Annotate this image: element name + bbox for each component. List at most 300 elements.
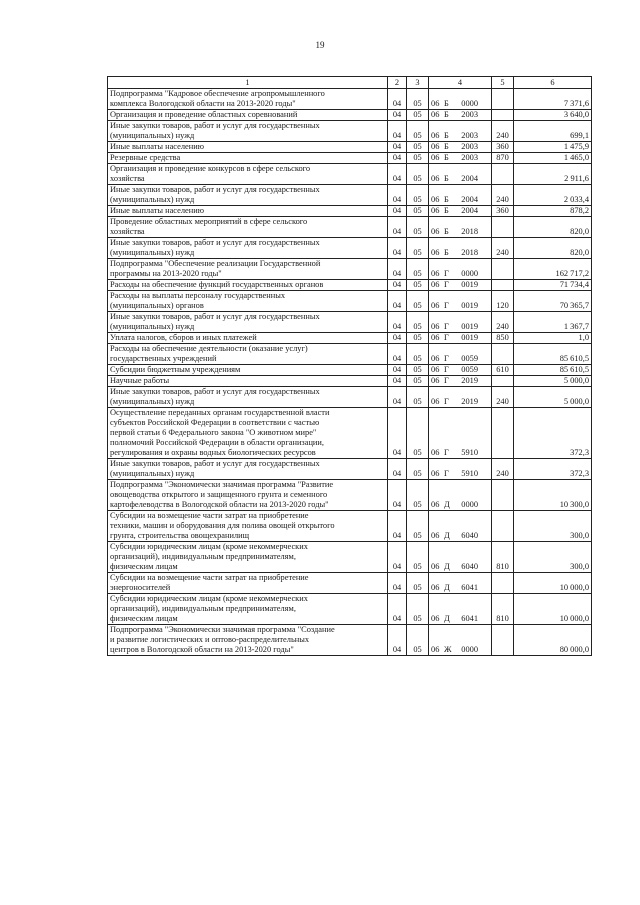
target-article-cell — [429, 291, 492, 312]
amount-cell: 372,3 — [514, 459, 592, 480]
amount-cell: 2 033,4 — [514, 185, 592, 206]
direction-code: 6041 — [461, 614, 478, 623]
direction-code: 2018 — [461, 248, 478, 257]
row-name-line: картофелеводства в Вологодской области на 2013-2020 годы" — [110, 500, 329, 509]
subprogram-letter: Б — [444, 248, 449, 257]
table-row — [108, 291, 592, 312]
row-name-line: Организация и проведение областных соревнований — [110, 110, 298, 119]
target-article-cell — [429, 238, 492, 259]
row-name-line: Иные закупки товаров, работ и услуг для государственных — [110, 459, 320, 468]
program-code: 06 — [431, 131, 440, 140]
expense-type-cell — [492, 164, 514, 185]
expense-type-cell: 240 — [492, 387, 514, 408]
target-article-cell — [429, 594, 492, 625]
row-name-cell — [108, 480, 388, 511]
row-name-line: Проведение областных мероприятий в сфере сельского — [110, 217, 308, 226]
subprogram-letter: Б — [444, 195, 449, 204]
header-col-4: 4 — [429, 77, 492, 89]
subsection-code-cell: 05 — [407, 89, 429, 110]
program-code: 06 — [431, 206, 440, 215]
table-row — [108, 573, 592, 594]
row-name-line: Расходы на обеспечение деятельности (оказание услуг) — [110, 344, 308, 353]
table-row — [108, 110, 592, 121]
target-article-cell — [429, 376, 492, 387]
amount-cell: 1 465,0 — [514, 153, 592, 164]
row-name-cell — [108, 408, 388, 459]
expense-type-cell: 810 — [492, 594, 514, 625]
expense-type-cell: 240 — [492, 121, 514, 142]
section-code-cell: 04 — [388, 217, 407, 238]
subprogram-letter: Г — [444, 365, 449, 374]
subsection-code-cell: 05 — [407, 511, 429, 542]
amount-cell: 300,0 — [514, 511, 592, 542]
row-name-cell — [108, 89, 388, 110]
row-name-cell — [108, 459, 388, 480]
table-row — [108, 625, 592, 656]
row-name-line: (муниципальных) нужд — [110, 397, 195, 406]
target-article-cell — [429, 153, 492, 164]
target-article-cell — [429, 344, 492, 365]
subprogram-letter: Г — [444, 469, 449, 478]
program-code: 06 — [431, 562, 440, 571]
subprogram-letter: Г — [444, 376, 449, 385]
amount-cell: 372,3 — [514, 408, 592, 459]
program-code: 06 — [431, 227, 440, 236]
program-code: 06 — [431, 142, 440, 151]
section-code-cell: 04 — [388, 185, 407, 206]
expense-type-cell: 240 — [492, 238, 514, 259]
target-article-cell — [429, 89, 492, 110]
row-name-line: грунта, строительства овощехранилищ — [110, 531, 250, 540]
expense-type-cell: 240 — [492, 185, 514, 206]
row-name-cell — [108, 365, 388, 376]
section-code-cell: 04 — [388, 594, 407, 625]
row-name-line: Подпрограмма "Экономически значимая программа "Развитие — [110, 480, 334, 489]
row-name-line: (муниципальных) нужд — [110, 195, 195, 204]
direction-code: 0000 — [461, 269, 478, 278]
expense-type-cell: 360 — [492, 142, 514, 153]
amount-cell: 820,0 — [514, 217, 592, 238]
row-name-cell — [108, 291, 388, 312]
expense-type-cell — [492, 573, 514, 594]
program-code: 06 — [431, 99, 440, 108]
table-row — [108, 217, 592, 238]
row-name-cell — [108, 206, 388, 217]
amount-cell: 1 475,9 — [514, 142, 592, 153]
subsection-code-cell: 05 — [407, 238, 429, 259]
subprogram-letter: Б — [444, 153, 449, 162]
direction-code: 0019 — [461, 280, 478, 289]
page-number: 19 — [315, 40, 325, 50]
subprogram-letter: Г — [444, 354, 449, 363]
direction-code: 2004 — [461, 195, 478, 204]
direction-code: 0059 — [461, 354, 478, 363]
row-name-cell — [108, 142, 388, 153]
table-row — [108, 238, 592, 259]
program-code: 06 — [431, 365, 440, 374]
table-row — [108, 142, 592, 153]
expense-type-cell: 870 — [492, 153, 514, 164]
direction-code: 0000 — [461, 500, 478, 509]
row-name-cell — [108, 217, 388, 238]
expense-type-cell — [492, 259, 514, 280]
expense-type-cell — [492, 217, 514, 238]
subsection-code-cell: 05 — [407, 480, 429, 511]
section-code-cell: 04 — [388, 153, 407, 164]
amount-cell: 820,0 — [514, 238, 592, 259]
row-name-line: полномочий Российской Федерации в области организации, — [110, 438, 324, 447]
direction-code: 0019 — [461, 301, 478, 310]
expense-type-cell — [492, 625, 514, 656]
expense-type-cell: 120 — [492, 291, 514, 312]
subsection-code-cell: 05 — [407, 625, 429, 656]
target-article-cell — [429, 625, 492, 656]
row-name-line: Расходы на выплаты персоналу государственных — [110, 291, 286, 300]
section-code-cell: 04 — [388, 206, 407, 217]
amount-cell: 5 000,0 — [514, 387, 592, 408]
direction-code: 0000 — [461, 645, 478, 654]
amount-cell: 10 300,0 — [514, 480, 592, 511]
table-row — [108, 511, 592, 542]
row-name-line: Уплата налогов, сборов и иных платежей — [110, 333, 257, 342]
amount-cell: 85 610,5 — [514, 365, 592, 376]
direction-code: 2004 — [461, 206, 478, 215]
subprogram-letter: Б — [444, 174, 449, 183]
row-name-line: субъектов Российской Федерации в соответствии с частью — [110, 418, 320, 427]
subprogram-letter: Д — [444, 583, 450, 592]
subprogram-letter: Б — [444, 131, 449, 140]
row-name-cell — [108, 185, 388, 206]
program-code: 06 — [431, 322, 440, 331]
row-name-line: организаций), индивидуальным предпринимателям, — [110, 604, 296, 613]
row-name-line: Расходы на обеспечение функций государственных органов — [110, 280, 324, 289]
amount-cell: 5 000,0 — [514, 376, 592, 387]
amount-cell: 80 000,0 — [514, 625, 592, 656]
row-name-line: Субсидии бюджетным учреждениям — [110, 365, 241, 374]
target-article-cell — [429, 217, 492, 238]
direction-code: 2003 — [461, 110, 478, 119]
row-name-line: Подпрограмма "Обеспечение реализации Государственной — [110, 259, 321, 268]
table-row — [108, 259, 592, 280]
section-code-cell: 04 — [388, 291, 407, 312]
table-row — [108, 333, 592, 344]
program-code: 06 — [431, 531, 440, 540]
amount-cell: 3 640,0 — [514, 110, 592, 121]
header-col-6: 6 — [514, 77, 592, 89]
row-name-line: Субсидии на возмещение части затрат на приобретение — [110, 573, 309, 582]
row-name-cell — [108, 280, 388, 291]
target-article-cell — [429, 459, 492, 480]
direction-code: 5910 — [461, 448, 478, 457]
subsection-code-cell: 05 — [407, 164, 429, 185]
amount-cell: 71 734,4 — [514, 280, 592, 291]
expense-type-cell — [492, 110, 514, 121]
program-code: 06 — [431, 333, 440, 342]
row-name-cell — [108, 573, 388, 594]
program-code: 06 — [431, 280, 440, 289]
amount-cell: 699,1 — [514, 121, 592, 142]
row-name-cell — [108, 153, 388, 164]
header-col-1: 1 — [108, 77, 388, 89]
target-article-cell — [429, 365, 492, 376]
subprogram-letter: Д — [444, 562, 450, 571]
subsection-code-cell: 05 — [407, 387, 429, 408]
target-article-cell — [429, 185, 492, 206]
target-article-cell — [429, 511, 492, 542]
row-name-line: государственных учреждений — [110, 354, 217, 363]
section-code-cell: 04 — [388, 121, 407, 142]
row-name-line: Иные закупки товаров, работ и услуг для государственных — [110, 238, 320, 247]
table-row — [108, 185, 592, 206]
section-code-cell: 04 — [388, 542, 407, 573]
row-name-cell — [108, 594, 388, 625]
expense-type-cell: 810 — [492, 542, 514, 573]
program-code: 06 — [431, 248, 440, 257]
row-name-cell — [108, 511, 388, 542]
row-name-line: Осуществление переданных органам государственной власти — [110, 408, 330, 417]
table-row — [108, 408, 592, 459]
amount-cell: 1 367,7 — [514, 312, 592, 333]
budget-table — [107, 76, 592, 656]
subsection-code-cell: 05 — [407, 365, 429, 376]
subsection-code-cell: 05 — [407, 217, 429, 238]
row-name-cell — [108, 312, 388, 333]
row-name-line: (муниципальных) нужд — [110, 248, 195, 257]
target-article-cell — [429, 259, 492, 280]
section-code-cell: 04 — [388, 459, 407, 480]
row-name-line: Подпрограмма "Кадровое обеспечение агропромышленного — [110, 89, 325, 98]
subprogram-letter: Г — [444, 269, 449, 278]
section-code-cell: 04 — [388, 89, 407, 110]
target-article-cell — [429, 542, 492, 573]
section-code-cell: 04 — [388, 365, 407, 376]
section-code-cell: 04 — [388, 387, 407, 408]
subprogram-letter: Г — [444, 301, 449, 310]
row-name-line: программы на 2013-2020 годы" — [110, 269, 222, 278]
table-row — [108, 89, 592, 110]
table-row — [108, 365, 592, 376]
table-row — [108, 376, 592, 387]
program-code: 06 — [431, 469, 440, 478]
direction-code: 2003 — [461, 142, 478, 151]
expense-type-cell: 240 — [492, 459, 514, 480]
section-code-cell: 04 — [388, 238, 407, 259]
section-code-cell: 04 — [388, 573, 407, 594]
subsection-code-cell: 05 — [407, 291, 429, 312]
amount-cell: 85 610,5 — [514, 344, 592, 365]
amount-cell: 2 911,6 — [514, 164, 592, 185]
table-body — [108, 89, 592, 656]
row-name-line: (муниципальных) нужд — [110, 322, 195, 331]
subsection-code-cell: 05 — [407, 259, 429, 280]
row-name-line: техники, машин и оборудования для полива овощей открытого — [110, 521, 335, 530]
target-article-cell — [429, 206, 492, 217]
direction-code: 2004 — [461, 174, 478, 183]
subprogram-letter: Г — [444, 333, 449, 342]
section-code-cell: 04 — [388, 110, 407, 121]
direction-code: 5910 — [461, 469, 478, 478]
program-code: 06 — [431, 269, 440, 278]
subsection-code-cell: 05 — [407, 312, 429, 333]
row-name-line: Иные закупки товаров, работ и услуг для государственных — [110, 387, 320, 396]
row-name-cell — [108, 344, 388, 365]
table-row — [108, 387, 592, 408]
amount-cell: 10 000,0 — [514, 594, 592, 625]
table-row — [108, 312, 592, 333]
table-row — [108, 206, 592, 217]
program-code: 06 — [431, 301, 440, 310]
target-article-cell — [429, 387, 492, 408]
subprogram-letter: Д — [444, 614, 450, 623]
target-article-cell — [429, 280, 492, 291]
subprogram-letter: Г — [444, 322, 449, 331]
subsection-code-cell: 05 — [407, 542, 429, 573]
direction-code: 0019 — [461, 322, 478, 331]
subsection-code-cell: 05 — [407, 344, 429, 365]
expense-type-cell — [492, 480, 514, 511]
row-name-line: регулирования и охраны водных биологических ресурсов — [110, 448, 316, 457]
amount-cell: 300,0 — [514, 542, 592, 573]
amount-cell: 70 365,7 — [514, 291, 592, 312]
program-code: 06 — [431, 110, 440, 119]
section-code-cell: 04 — [388, 480, 407, 511]
row-name-cell — [108, 259, 388, 280]
expense-type-cell — [492, 89, 514, 110]
row-name-line: (муниципальных) нужд — [110, 469, 195, 478]
row-name-cell — [108, 110, 388, 121]
section-code-cell: 04 — [388, 344, 407, 365]
subsection-code-cell: 05 — [407, 280, 429, 291]
row-name-cell — [108, 333, 388, 344]
row-name-line: и развитие логистических и оптово-распределительных — [110, 635, 310, 644]
row-name-line: хозяйства — [110, 227, 145, 236]
row-name-line: Научные работы — [110, 376, 170, 385]
target-article-cell — [429, 333, 492, 344]
direction-code: 2019 — [461, 376, 478, 385]
amount-cell: 7 371,6 — [514, 89, 592, 110]
header-col-3: 3 — [407, 77, 429, 89]
expense-type-cell — [492, 280, 514, 291]
row-name-line: комплекса Вологодской области на 2013-2020 годы" — [110, 99, 296, 108]
subprogram-letter: Г — [444, 397, 449, 406]
program-code: 06 — [431, 614, 440, 623]
row-name-line: первой статьи 6 Федерального закона "О животном мире" — [110, 428, 317, 437]
row-name-line: Организация и проведение конкурсов в сфере сельского — [110, 164, 311, 173]
row-name-line: Субсидии юридическим лицам (кроме некоммерческих — [110, 542, 308, 551]
table-row — [108, 542, 592, 573]
subsection-code-cell: 05 — [407, 573, 429, 594]
target-article-cell — [429, 164, 492, 185]
direction-code: 6040 — [461, 562, 478, 571]
row-name-cell — [108, 376, 388, 387]
program-code: 06 — [431, 153, 440, 162]
row-name-line: Иные закупки товаров, работ и услуг для государственных — [110, 312, 320, 321]
row-name-line: физическим лицам — [110, 614, 178, 623]
row-name-line: энергоносителей — [110, 583, 171, 592]
amount-cell: 10 000,0 — [514, 573, 592, 594]
subsection-code-cell: 05 — [407, 594, 429, 625]
row-name-line: Субсидии на возмещение части затрат на приобретение — [110, 511, 309, 520]
target-article-cell — [429, 121, 492, 142]
section-code-cell: 04 — [388, 408, 407, 459]
direction-code: 6040 — [461, 531, 478, 540]
section-code-cell: 04 — [388, 376, 407, 387]
row-name-line: физическим лицам — [110, 562, 178, 571]
row-name-line: (муниципальных) органов — [110, 301, 204, 310]
row-name-cell — [108, 164, 388, 185]
row-name-line: Подпрограмма "Экономически значимая программа "Создание — [110, 625, 335, 634]
row-name-line: Субсидии юридическим лицам (кроме некоммерческих — [110, 594, 308, 603]
row-name-cell — [108, 387, 388, 408]
program-code: 06 — [431, 195, 440, 204]
row-name-line: центров в Вологодской области на 2013-2020 годы" — [110, 645, 294, 654]
row-name-cell — [108, 238, 388, 259]
program-code: 06 — [431, 500, 440, 509]
subprogram-letter: Г — [444, 280, 449, 289]
section-code-cell: 04 — [388, 625, 407, 656]
row-name-line: Иные закупки товаров, работ и услуг для государственных — [110, 185, 320, 194]
direction-code: 0019 — [461, 333, 478, 342]
row-name-cell — [108, 625, 388, 656]
subsection-code-cell: 05 — [407, 459, 429, 480]
row-name-line: Резервные средства — [110, 153, 181, 162]
subsection-code-cell: 05 — [407, 153, 429, 164]
row-name-line: хозяйства — [110, 174, 145, 183]
subsection-code-cell: 05 — [407, 206, 429, 217]
program-code: 06 — [431, 174, 440, 183]
direction-code: 6041 — [461, 583, 478, 592]
table-row — [108, 280, 592, 291]
header-col-5: 5 — [492, 77, 514, 89]
section-code-cell: 04 — [388, 142, 407, 153]
expense-type-cell — [492, 376, 514, 387]
subprogram-letter: Д — [444, 531, 450, 540]
direction-code: 2003 — [461, 131, 478, 140]
direction-code: 0059 — [461, 365, 478, 374]
direction-code: 0000 — [461, 99, 478, 108]
table-row — [108, 459, 592, 480]
subprogram-letter: Б — [444, 110, 449, 119]
program-code: 06 — [431, 397, 440, 406]
expense-type-cell: 360 — [492, 206, 514, 217]
program-code: 06 — [431, 354, 440, 363]
subprogram-letter: Д — [444, 500, 450, 509]
row-name-line: (муниципальных) нужд — [110, 131, 195, 140]
program-code: 06 — [431, 583, 440, 592]
row-name-line: Иные выплаты населению — [110, 206, 204, 215]
amount-cell: 878,2 — [514, 206, 592, 217]
subprogram-letter: Г — [444, 448, 449, 457]
subsection-code-cell: 05 — [407, 142, 429, 153]
target-article-cell — [429, 480, 492, 511]
expense-type-cell: 240 — [492, 312, 514, 333]
subprogram-letter: Б — [444, 227, 449, 236]
section-code-cell: 04 — [388, 259, 407, 280]
subsection-code-cell: 05 — [407, 110, 429, 121]
subprogram-letter: Б — [444, 206, 449, 215]
target-article-cell — [429, 408, 492, 459]
expense-type-cell — [492, 511, 514, 542]
table-row — [108, 480, 592, 511]
expense-type-cell — [492, 344, 514, 365]
program-code: 06 — [431, 376, 440, 385]
subprogram-letter: Ж — [444, 645, 452, 654]
table-row — [108, 153, 592, 164]
subsection-code-cell: 05 — [407, 121, 429, 142]
target-article-cell — [429, 573, 492, 594]
table-row — [108, 594, 592, 625]
target-article-cell — [429, 312, 492, 333]
